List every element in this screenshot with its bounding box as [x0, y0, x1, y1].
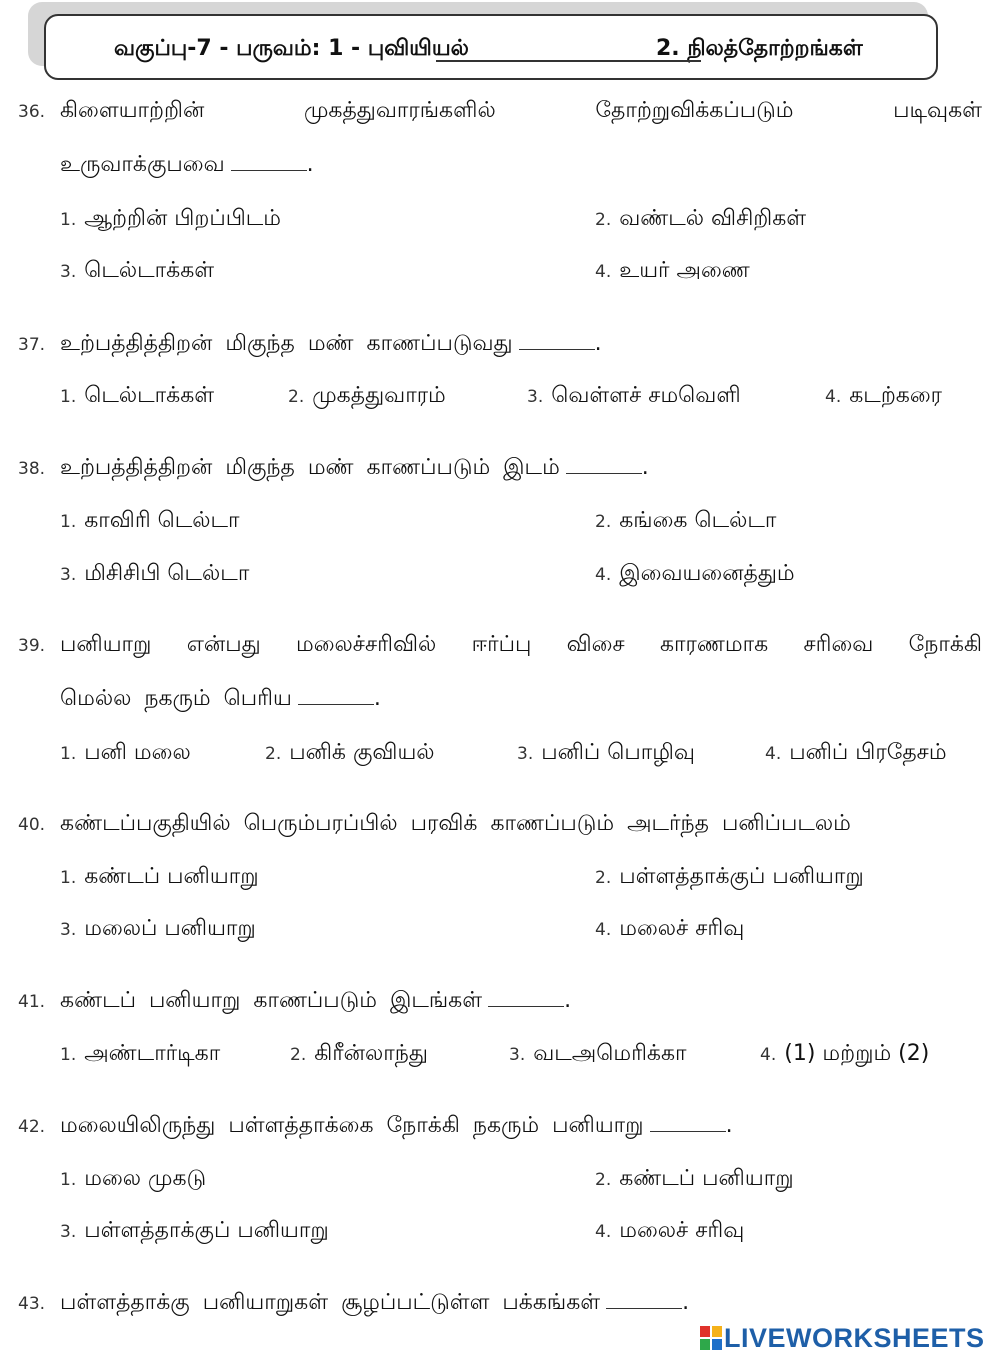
question-text: பனியாறு என்பது மலைச்சரிவில் ஈர்ப்பு விசை காரணமாக சரிவை நோக்கி	[60, 632, 982, 657]
question-text: கிளையாற்றின் முகத்துவாரங்களில் தோற்றுவிக்கப்படும் படிவுகள்	[60, 98, 982, 123]
question-text: கண்டப்பகுதியில் பெரும்பரப்பில் பரவிக் காணப்படும் அடர்ந்த பனிப்படலம்	[60, 811, 851, 836]
answer-blank[interactable]	[519, 335, 595, 350]
question-number: 43.	[18, 1294, 46, 1314]
question-42: 42. மலையிலிருந்து பள்ளத்தாக்கை நோக்கி நகரும் பனியாறு .	[18, 1113, 733, 1138]
question-number: 36.	[18, 102, 46, 122]
option[interactable]: 4. மலைச் சரிவு	[595, 1218, 745, 1243]
option[interactable]: 1. காவிரி டெல்டா	[60, 508, 240, 533]
answer-blank[interactable]	[566, 459, 642, 474]
header-class-subject: வகுப்பு-7 - பருவம்: 1 - புவியியல்	[114, 36, 469, 61]
option[interactable]: 2. வண்டல் விசிறிகள்	[595, 206, 807, 231]
answer-blank[interactable]	[650, 1117, 726, 1132]
question-text: மலையிலிருந்து பள்ளத்தாக்கை நோக்கி நகரும் பனியாறு	[60, 1113, 644, 1138]
option[interactable]: 3. பள்ளத்தாக்குப் பனியாறு	[60, 1218, 329, 1243]
question-number: 40.	[18, 815, 46, 835]
option[interactable]: 2. கிரீன்லாந்து	[290, 1041, 428, 1066]
question-text: பள்ளத்தாக்கு பனியாறுகள் சூழப்பட்டுள்ள பக்கங்கள்	[60, 1290, 601, 1315]
option[interactable]: 3. பனிப் பொழிவு	[517, 740, 695, 765]
question-text: கண்டப் பனியாறு காணப்படும் இடங்கள்	[60, 988, 483, 1013]
header-underline	[436, 60, 701, 62]
option[interactable]: 2. பள்ளத்தாக்குப் பனியாறு	[595, 864, 864, 889]
option[interactable]: 2. கண்டப் பனியாறு	[595, 1166, 794, 1191]
answer-blank[interactable]	[488, 992, 564, 1007]
option[interactable]: 1. கண்டப் பனியாறு	[60, 864, 259, 889]
question-text-cont: உருவாக்குபவை	[60, 152, 225, 177]
question-text-cont: மெல்ல நகரும் பெரிய	[60, 686, 292, 711]
option[interactable]: 4. (1) மற்றும் (2)	[760, 1041, 930, 1066]
worksheet-header	[44, 14, 938, 80]
question-number: 39.	[18, 636, 46, 656]
option[interactable]: 3. மலைப் பனியாறு	[60, 916, 256, 941]
brand-name: LIVEWORKSHEETS	[724, 1322, 985, 1353]
question-39	[18, 632, 988, 660]
question-39-line2: மெல்ல நகரும் பெரிய .	[60, 686, 381, 711]
option[interactable]: 3. டெல்டாக்கள்	[60, 258, 215, 283]
question-40	[18, 811, 988, 839]
option[interactable]: 3. மிசிசிபி டெல்டா	[60, 561, 250, 586]
header-chapter: 2. நிலத்தோற்றங்கள்	[656, 36, 863, 61]
option[interactable]: 1. ஆற்றின் பிறப்பிடம்	[60, 206, 281, 231]
answer-blank[interactable]	[298, 690, 374, 705]
option[interactable]: 3. வெள்ளச் சமவெளி	[527, 383, 741, 408]
question-number: 38.	[18, 459, 46, 479]
option[interactable]: 1. அண்டார்டிகா	[60, 1041, 221, 1066]
question-number: 37.	[18, 335, 46, 355]
option[interactable]: 4. இவையனைத்தும்	[595, 561, 795, 586]
question-text: உற்பத்தித்திறன் மிகுந்த மண் காணப்படுவது	[60, 331, 513, 356]
question-text: உற்பத்தித்திறன் மிகுந்த மண் காணப்படும் இடம்	[60, 455, 560, 480]
question-number: 42.	[18, 1117, 46, 1137]
option[interactable]: 2. முகத்துவாரம்	[288, 383, 446, 408]
option[interactable]: 4. மலைச் சரிவு	[595, 916, 745, 941]
question-43: 43. பள்ளத்தாக்கு பனியாறுகள் சூழப்பட்டுள்ள பக்கங்கள் .	[18, 1290, 690, 1315]
option[interactable]: 4. பனிப் பிரதேசம்	[765, 740, 947, 765]
question-37: 37. உற்பத்தித்திறன் மிகுந்த மண் காணப்படுவது .	[18, 331, 602, 356]
question-41: 41. கண்டப் பனியாறு காணப்படும் இடங்கள் .	[18, 988, 572, 1013]
option[interactable]: 3. வடஅமெரிக்கா	[509, 1041, 687, 1066]
option[interactable]: 1. மலை முகடு	[60, 1166, 207, 1191]
question-number: 41.	[18, 992, 46, 1012]
question-36-line2: உருவாக்குபவை .	[60, 152, 314, 177]
option[interactable]: 4. உயர் அணை	[595, 258, 750, 283]
answer-blank[interactable]	[231, 156, 307, 171]
liveworksheets-logo-icon	[700, 1326, 722, 1350]
option[interactable]: 4. கடற்கரை	[825, 383, 943, 408]
question-38: 38. உற்பத்தித்திறன் மிகுந்த மண் காணப்படும் இடம் .	[18, 455, 649, 480]
option[interactable]: 1. பனி மலை	[60, 740, 191, 765]
answer-blank[interactable]	[606, 1294, 682, 1309]
question-36	[18, 98, 988, 126]
liveworksheets-logo[interactable]	[700, 1322, 985, 1354]
option[interactable]: 1. டெல்டாக்கள்	[60, 383, 215, 408]
option[interactable]: 2. கங்கை டெல்டா	[595, 508, 777, 533]
option[interactable]: 2. பனிக் குவியல்	[265, 740, 435, 765]
